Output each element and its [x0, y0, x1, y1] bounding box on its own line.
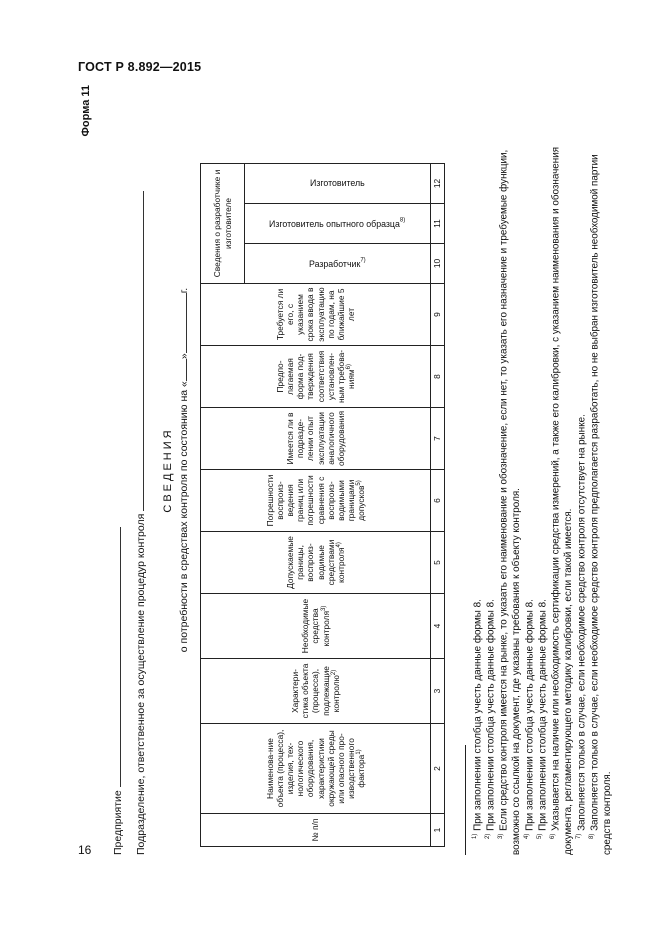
form-subtitle [178, 85, 190, 855]
header-developer-group: Сведения о разработчике и изготовителе [201, 164, 245, 284]
department-blank [143, 191, 144, 511]
footnote-2: $^{2)}$ При заполнении столбца учесть данные формы 8. [485, 599, 497, 839]
enterprise-blank [120, 527, 121, 787]
header-conformity-form: Предпо-лагаемая форма под-тверждения соответствия установлен-ным требова-ниям$^{6)}$ [201, 346, 431, 408]
column-number: 5 [431, 532, 445, 594]
footnote-3: $^{3)}$ Если средство контроля имеется на рынке, то указать его наименование и обозначение, если нет, то указать его назначение и требуемые функции, возможно со ссылкой на документ, где указаны требования к объекту контроля. [498, 149, 523, 855]
enterprise-line [112, 527, 124, 855]
footnote-separator [465, 745, 466, 855]
column-number: 9 [431, 284, 445, 346]
footnote-8: $^{8)}$ Заполняется только в случае, если необходимое средство контроля предполагается разработать, но не выбран изготовитель необходимой партии средств контроля. [589, 154, 614, 855]
column-number: 11 [431, 204, 445, 244]
column-number: 7 [431, 408, 445, 470]
footnote-4: $^{4)}$ При заполнении столбца учесть данные формы 8. [524, 599, 536, 839]
header-manufacturer: Изготовитель [245, 164, 431, 204]
document-header: ГОСТ Р 8.892—2015 [78, 60, 202, 74]
column-number: 10 [431, 244, 445, 284]
header-object: Наименова-ние объекта (процесса), изделия, тех-нологического оборудования, характеристики окружающей среды или опасного про-изводственного фактора$^{1)}$ [201, 724, 431, 814]
footnote-1: $^{1)}$ При заполнении столбца учесть данные формы 8. [472, 599, 484, 839]
rotated-form [80, 85, 620, 855]
column-number-row [431, 164, 445, 847]
subtitle-suffix: г. [178, 287, 190, 294]
column-number: 1 [431, 814, 445, 847]
month-blank [186, 293, 187, 353]
footnote-7: $^{7)}$ Заполняется только в случае, если необходимое средство контроля отсутствует на рынке. [576, 414, 588, 839]
header-developer: Разработчик$^{7)}$ [245, 244, 431, 284]
column-number: 12 [431, 164, 445, 204]
column-number: 4 [431, 594, 445, 659]
header-number: № п/п [201, 814, 431, 847]
column-number: 8 [431, 346, 445, 408]
enterprise-label: Предприятие [112, 790, 124, 855]
subtitle-mid: » [178, 353, 190, 360]
department-line [135, 191, 147, 855]
needs-table [200, 163, 445, 847]
subtitle-prefix: о потребности в средствах контроля по состоянию на « [178, 381, 190, 653]
header-errors: Погрешности воспроиз-ведения границ или погрешности сравнения с воспроиз-водимыми границами допусков$^{5)}$ [201, 470, 431, 532]
page-number: 16 [78, 843, 92, 857]
day-blank [186, 359, 187, 381]
header-control-means: Необходимые средства контроля$^{3)}$ [201, 594, 431, 659]
header-experience: Имеется ли в подразде-лении опыт эксплуатации аналогичного оборудования [201, 408, 431, 470]
header-tolerance-limits: Допускаемые границы, воспроиз-водимые средствами контроля$^{4)}$ [201, 532, 431, 594]
footnote-5: $^{5)}$ При заполнении столбца учесть данные формы 8. [537, 599, 549, 839]
column-number: 6 [431, 470, 445, 532]
form-title: СВЕДЕНИЯ [162, 427, 174, 513]
department-label: Подразделение, ответственное за осуществление процедур контроля [135, 513, 147, 855]
header-characteristic: Характери-стика объекта (процесса), подлежащие контролю$^{2)}$ [201, 659, 431, 724]
column-number: 3 [431, 659, 445, 724]
column-number: 2 [431, 724, 445, 814]
header-required: Требуется ли его, с указанием срока ввода в эксплуатацию по годам, на ближайшие 5 лет [201, 284, 431, 346]
footnote-6: $^{6)}$ Указывается на наличие или необходимость сертификации средства измерений, а также его калибровки, с указанием наименования и обозначения документа, регламентирующего методику калибровки, если такой имеется. [550, 146, 575, 855]
header-prototype-maker: Изготовитель опытного образца$^{8)}$ [245, 204, 431, 244]
form-label: Форма 11 [80, 85, 92, 137]
